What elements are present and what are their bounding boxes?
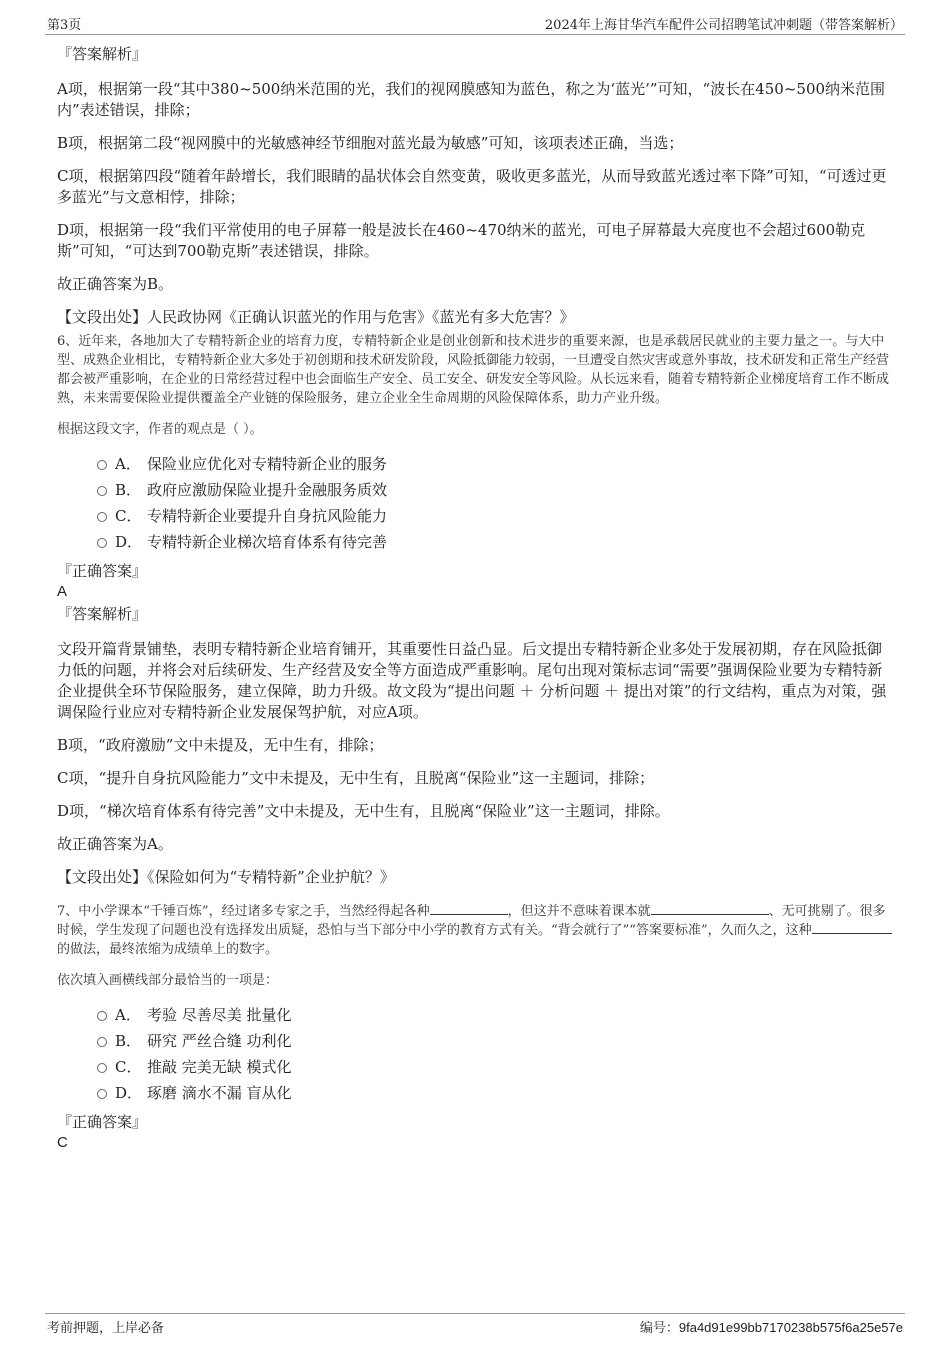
answer-value: A (57, 583, 68, 600)
radio-icon[interactable] (97, 1063, 107, 1073)
radio-icon[interactable] (97, 1037, 107, 1047)
analysis-label: 『答案解析』 (57, 605, 148, 623)
document-title: 2024年上海甘华汽车配件公司招聘笔试冲刺题（带答案解析） (544, 18, 903, 33)
option-a[interactable]: A． 考验 尽善尽美 批量化 (97, 1002, 895, 1028)
analysis-line: A项，根据第一段“其中380~500纳米范围的光，我们的视网膜感知为蓝色，称之为‘蓝光’”可知，“波长在450~500纳米范围内”表述错误，排除； (57, 80, 886, 119)
fill-blank-3 (812, 921, 892, 934)
analysis-line: 文段开篇背景铺垫，表明专精特新企业培育铺开，其重要性日益凸显。后文提出专精特新企业多处于发展初期，存在风险抵御力低的问题，并将会对后续研发、生产经营及安全等方面造成严重影响。尾句出现对策标志词“需要”强调保险业要为专精特新企业提供全环节保险服务，建立保障，助力升级。故文段为“提出问题 ＋ 分析问题 ＋ 提出对策”的行文结构，重点为对策，强调保险行业应对专精特新企业发展保驾护航，对应A项。 (57, 640, 887, 721)
conclusion-line: 故正确答案为B。 (57, 275, 174, 293)
options-list (97, 1002, 895, 1106)
option-c[interactable]: C． 推敲 完美无缺 模式化 (97, 1054, 895, 1080)
analysis-line: B项，根据第二段“视网膜中的光敏感神经节细胞对蓝光最为敏感”可知，该项表述正确，当选； (57, 134, 684, 152)
radio-icon[interactable] (97, 538, 107, 548)
radio-icon[interactable] (97, 460, 107, 470)
fill-blank-2 (651, 902, 769, 915)
option-b[interactable]: B． 政府应激励保险业提升金融服务质效 (97, 477, 895, 503)
answer-label: 『正确答案』 (57, 562, 148, 580)
answer-value: C (57, 1134, 68, 1151)
answer-label: 『正确答案』 (57, 1113, 148, 1131)
conclusion-line: 故正确答案为A。 (57, 835, 173, 853)
question-stem: 7、中小学课本“千锤百炼”，经过诸多专家之手，当然经得起各种 ，但这并不意味着课本就 、无可挑剔了。很多时候，学生发现了问题也没有选择发出质疑，恐怕与当下部分中小学的教育方式有关。“背会就行了”“答案要标准”，久而久之，这种的做法，最终浓缩为成绩单上的数字。 (57, 902, 895, 959)
analysis-line: B项，“政府激励”文中未提及，无中生有，排除； (57, 736, 384, 754)
radio-icon[interactable] (97, 512, 107, 522)
radio-icon[interactable] (97, 1089, 107, 1099)
analysis-line: D项，“梯次培育体系有待完善”文中未提及，无中生有，且脱离“保险业”这一主题词，排除。 (57, 802, 670, 820)
analysis-label: 『答案解析』 (57, 45, 148, 63)
document-code: 编号：9fa4d91e99bb7170238b575f6a25e57e (639, 1320, 903, 1336)
option-b[interactable]: B． 研究 严丝合缝 功利化 (97, 1028, 895, 1054)
question-prompt: 根据这段文字，作者的观点是（ ）。 (57, 422, 263, 437)
page-footer (45, 1313, 905, 1336)
source-line: 【文段出处】人民政协网《正确认识蓝光的作用与危害》《蓝光有多大危害？》 (57, 308, 575, 326)
question-prompt: 依次填入画横线部分最恰当的一项是： (57, 973, 279, 988)
fill-blank-1 (430, 902, 508, 915)
option-d[interactable]: D． 琢磨 滴水不漏 盲从化 (97, 1080, 895, 1106)
options-list (97, 451, 895, 555)
page-header (45, 14, 905, 35)
footer-slogan: 考前押题，上岸必备 (47, 1321, 165, 1336)
option-d[interactable]: D． 专精特新企业梯次培育体系有待完善 (97, 529, 895, 555)
analysis-line: D项，根据第一段“我们平常使用的电子屏幕一般是波长在460~470纳米的蓝光，可电子屏幕最大亮度也不会超过600勒克斯”可知，“可达到700勒克斯”表述错误，排除。 (57, 221, 866, 260)
page-number: 第3页 (47, 18, 82, 33)
page-content (57, 44, 895, 1165)
analysis-line: C项，“提升自身抗风险能力”文中未提及，无中生有，且脱离“保险业”这一主题词，排除； (57, 769, 655, 787)
radio-icon[interactable] (97, 486, 107, 496)
analysis-line: C项，根据第四段“随着年龄增长，我们眼睛的晶状体会自然变黄，吸收更多蓝光，从而导致蓝光透过率下降”可知，“可透过更多蓝光”与文意相悖，排除； (57, 167, 887, 206)
question-stem: 6、近年来，各地加大了专精特新企业的培育力度，专精特新企业是创业创新和技术进步的重要来源，也是承载居民就业的主要力量之一。与大中型、成熟企业相比，专精特新企业大多处于初创期和技术研发阶段，风险抵御能力较弱，一旦遭受自然灾害或意外事故，技术研发和正常生产经营都会被严重影响，在企业的日常经营过程中也会面临生产安全、员工安全、研发安全等风险。从长远来看，随着专精特新企业梯度培育工作不断成熟，未来需要保险业提供覆盖全产业链的保险服务，建立企业全生命周期的风险保障体系，助力产业升级。 (57, 334, 890, 406)
option-a[interactable]: A． 保险业应优化对专精特新企业的服务 (97, 451, 895, 477)
option-c[interactable]: C． 专精特新企业要提升自身抗风险能力 (97, 503, 895, 529)
source-line: 【文段出处】《保险如何为“专精特新”企业护航？》 (57, 868, 395, 886)
radio-icon[interactable] (97, 1011, 107, 1021)
